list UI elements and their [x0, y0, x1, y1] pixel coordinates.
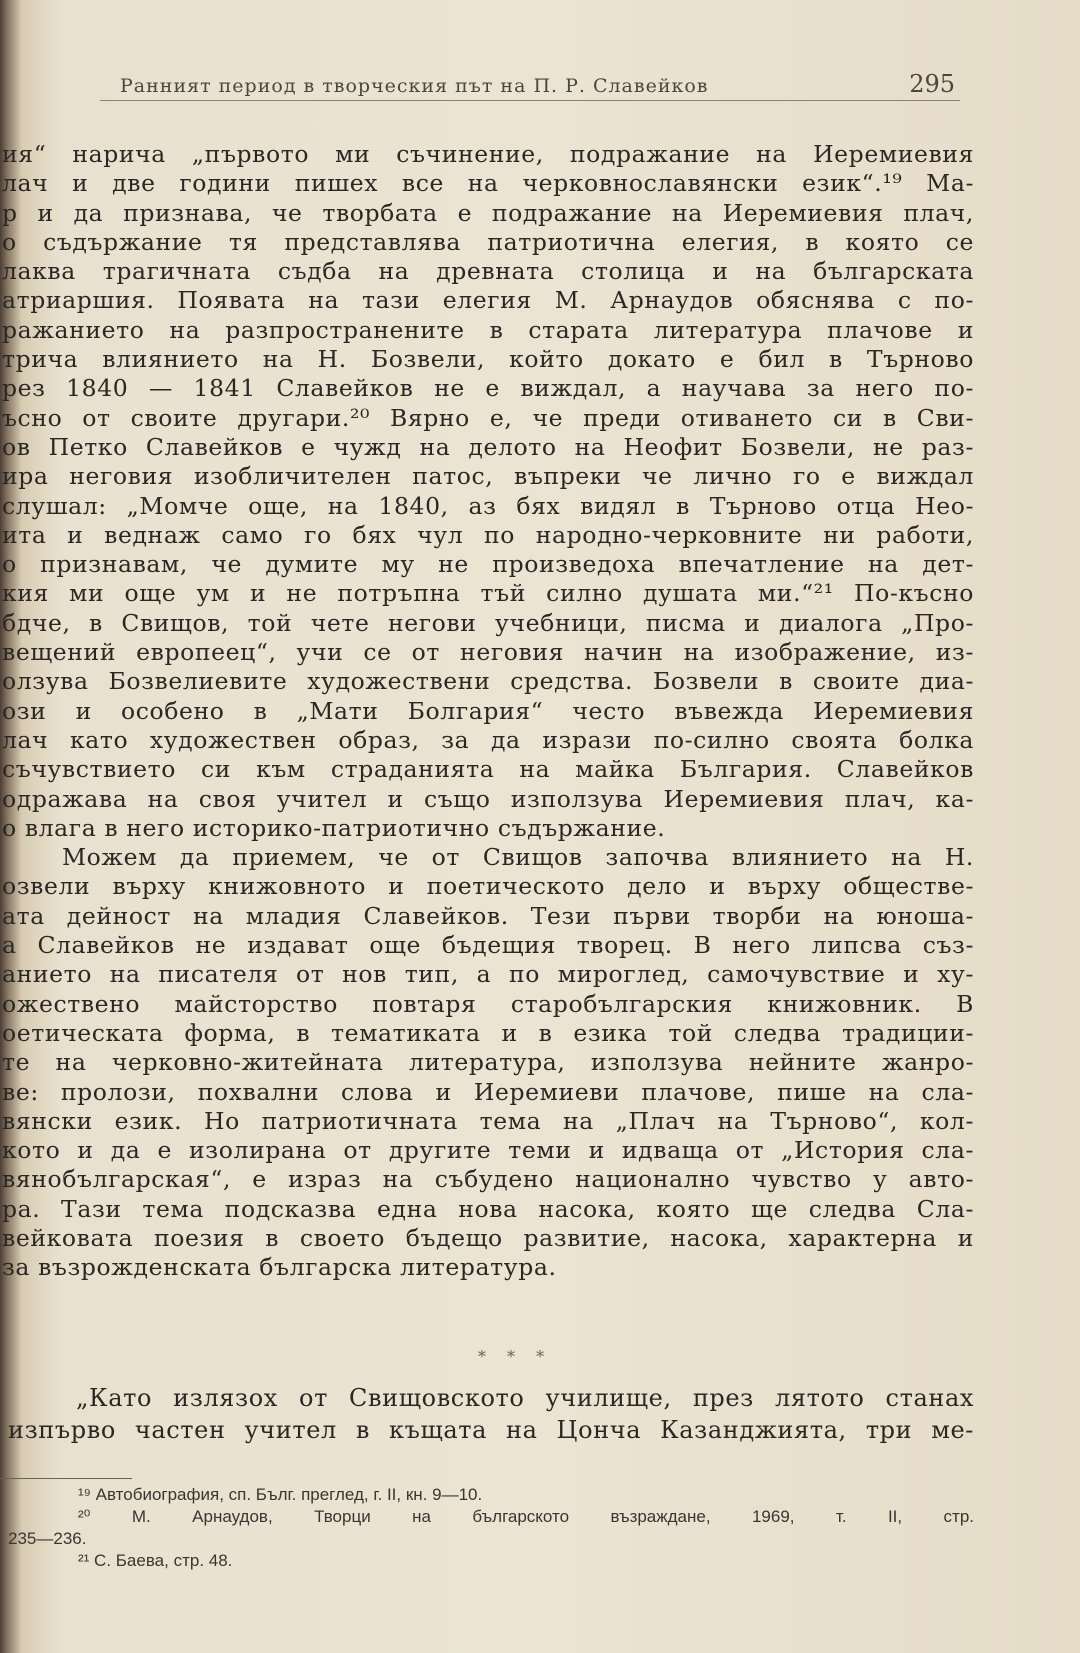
quote-paragraph — [8, 1382, 974, 1446]
text-line: трича влиянието на Н. Бозвели, който докато е бил в Търново — [2, 345, 974, 374]
text-line: о влага в него историко-патриотично съдържание. — [2, 813, 666, 842]
text-line: ита и веднаж само го бях чул по народно-черковните ни работи, — [2, 520, 974, 549]
text-line: лаква трагичната съдба на древната столица и на българската — [2, 257, 974, 286]
text-line: ов Петко Славейков е чужд на делото на Неофит Бозвели, не раз- — [2, 432, 974, 461]
footnotes — [8, 1484, 974, 1572]
text-line: вянски език. Но патриотичната тема на „Плач на Търново“, кол- — [2, 1106, 974, 1135]
text-line: рез 1840 — 1841 Славейков не е виждал, а научава за него по- — [2, 374, 974, 403]
text-line: о признавам, че думите му не произведоха впечатление на дет- — [2, 550, 974, 579]
text-line: вейковата поезия в своето бъдещо развитие, насока, характерна и — [2, 1223, 974, 1252]
text-line: одражава на своя учител и също използува Иеремиевия плач, ка- — [2, 784, 974, 813]
text-line: ата дейност на младия Славейков. Тези първи творби на юноша- — [2, 901, 974, 930]
text-line: бдче, в Свищов, той чете негови учебници, писма и диалога „Про- — [2, 608, 974, 637]
text-line: за възрожденската българска литература. — [2, 1253, 557, 1282]
text-line: ра. Тази тема подсказва една нова насока, която ще следва Сла- — [2, 1194, 974, 1223]
quote-line: „Като излязох от Свищовското училище, през лятото станах — [76, 1384, 974, 1412]
footnote-21: ²¹ С. Баева, стр. 48. — [78, 1551, 233, 1570]
text-line: олзува Бозвелиевите художествени средства. Бозвели в своите диа- — [2, 667, 974, 696]
running-title: Ранният период в творческия път на П. Р. Славейков — [120, 75, 709, 97]
text-line: кия ми още ум и не потръпна тъй силно душата ми.“²¹ По-късно — [2, 579, 974, 608]
paragraph-start-line: Можем да приемем, че от Свищов започва влиянието на Н. — [62, 843, 974, 872]
text-line: ожествено майсторство повтаря старобългарския книжовник. В — [2, 989, 974, 1018]
text-line: атриаршия. Появата на тази елегия М. Арнаудов обяснява с по- — [2, 286, 974, 315]
running-header — [110, 70, 955, 98]
text-line: ъсно от своите другари.²⁰ Вярно е, че преди отиването си в Сви- — [2, 403, 974, 432]
text-line: ражанието на разпространените в старата литература плачове и — [2, 315, 974, 344]
text-line: вещений европеец“, учи се от неговия начин на изображение, из- — [2, 638, 974, 667]
text-line: ози и особено в „Мати Болгария“ често въвежда Иеремиевия — [2, 696, 974, 725]
text-line: о съдържание тя представлява патриотична елегия, в която се — [2, 227, 974, 256]
text-line: кото и да е изолирана от другите теми и идваща от „История сла- — [2, 1136, 974, 1165]
body-text — [2, 140, 974, 1283]
text-line: озвели върху книжовното и поетическото дело и върху обществе- — [2, 872, 974, 901]
text-line: ира неговия изобличителен патос, въпреки че лично го е виждал — [2, 462, 974, 491]
section-separator: * * * — [477, 1347, 553, 1366]
text-line: ия“ нарича „първото ми съчинение, подражание на Иеремиевия — [2, 140, 974, 168]
footnote-20: ²⁰ М. Арнаудов, Творци на българското възраждане, 1969, т. II, стр. — [78, 1507, 974, 1526]
footnote-19: ¹⁹ Автобиография, сп. Бълг. преглед, г. II, кн. 9—10. — [78, 1485, 483, 1504]
text-line: слушал: „Момче още, на 1840, аз бях видял в Търново отца Нео- — [2, 491, 974, 520]
footnote-20-cont: 235—236. — [8, 1529, 87, 1548]
text-line: съчувствието си към страданията на майка България. Славейков — [2, 755, 974, 784]
text-line: оетическата форма, в тематиката и в езика той следва традиции- — [2, 1018, 974, 1047]
text-line: лач и две години пишех все на черковнославянски език“.¹⁹ Ма- — [2, 169, 974, 198]
footnote-rule — [0, 1478, 132, 1479]
text-line: р и да признава, че творбата е подражание на Иеремиевия плач, — [2, 198, 974, 227]
header-rule — [100, 100, 960, 101]
page-number: 295 — [909, 70, 955, 98]
text-line: а Славейков не издават още бъдещия творец. В него липсва съз- — [2, 931, 974, 960]
text-line: лач като художествен образ, за да изрази по-силно своята болка — [2, 725, 974, 754]
text-line: анието на писателя от нов тип, а по мироглед, самочувствие и ху- — [2, 960, 974, 989]
text-line: ве: пролози, похвални слова и Иеремиеви плачове, пише на сла- — [2, 1077, 974, 1106]
text-line: вянобългарская“, е израз на събудено национално чувство у авто- — [2, 1165, 974, 1194]
text-line: те на черковно-житейната литература, използува нейните жанро- — [2, 1048, 974, 1077]
quote-line: изпърво частен учител в къщата на Цонча Казанджията, три ме- — [8, 1416, 974, 1444]
